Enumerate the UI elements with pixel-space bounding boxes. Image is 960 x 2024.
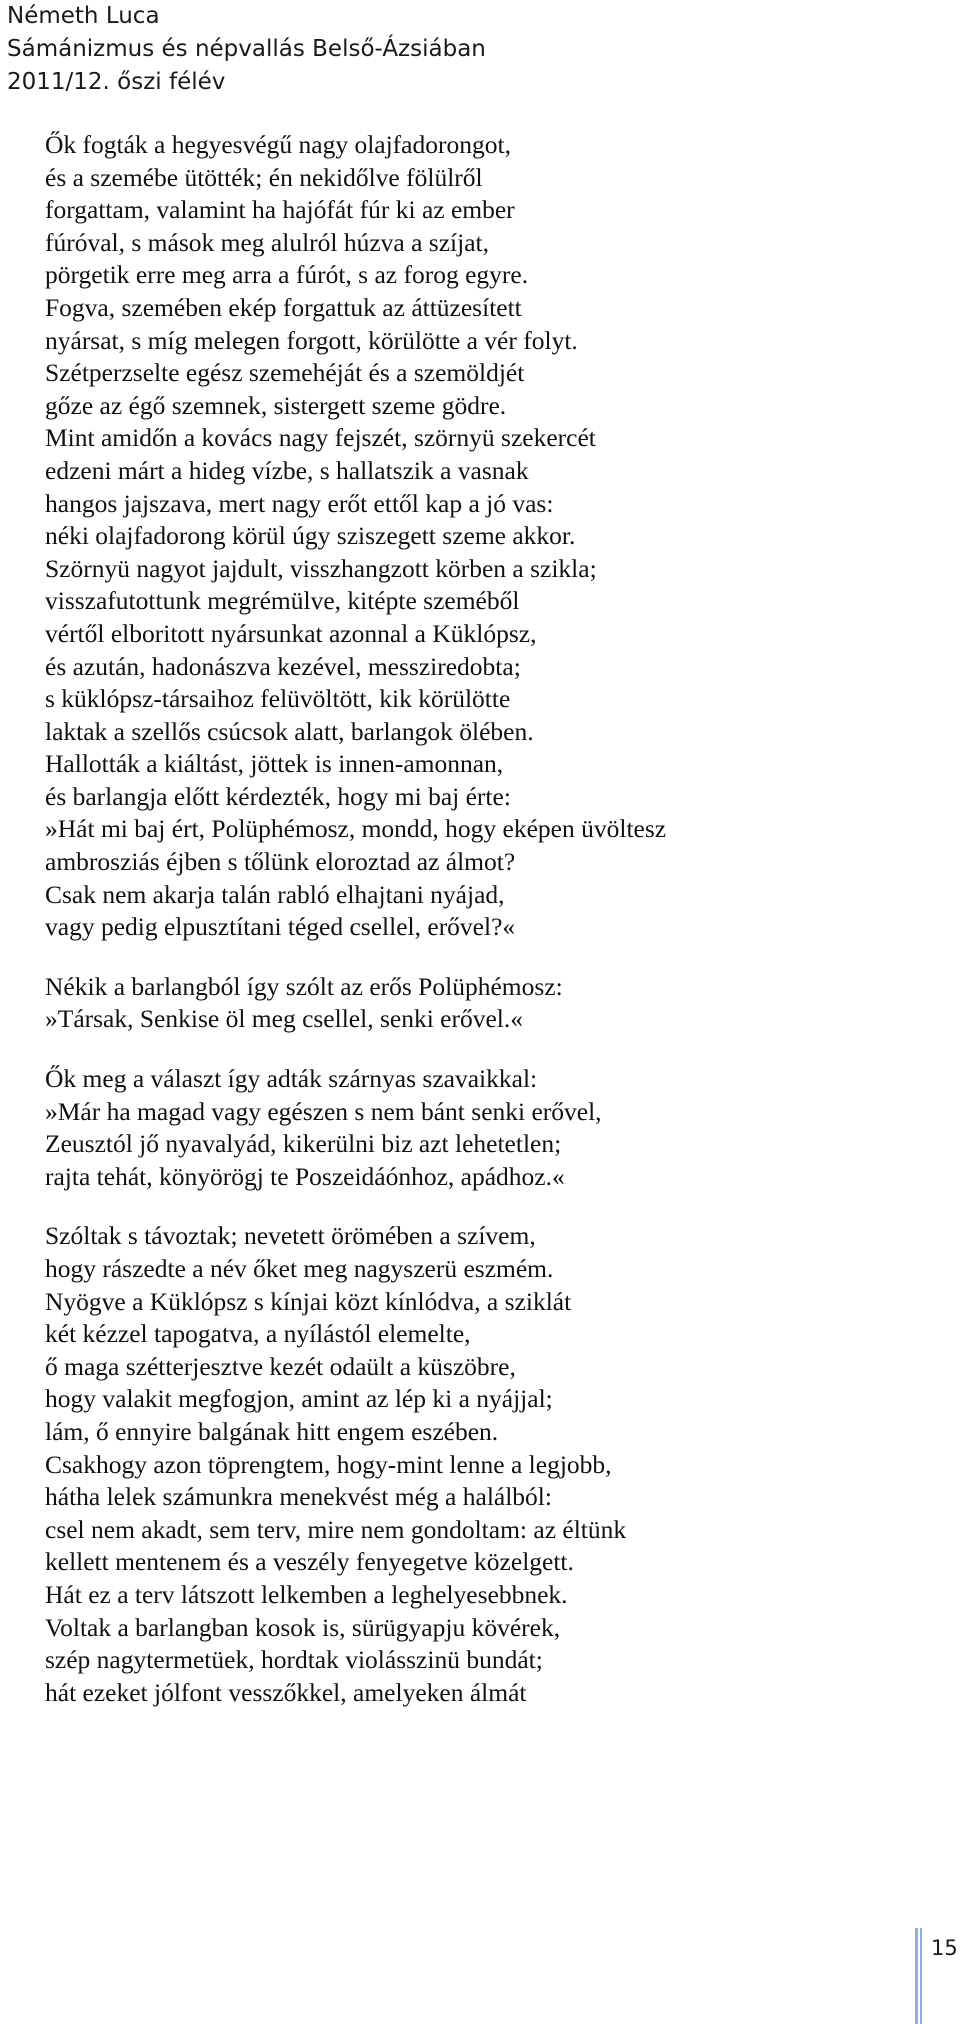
poem-line: hát ezeket jólfont vesszőkkel, amelyeken álmát (45, 1677, 527, 1707)
stanza-break (45, 944, 925, 971)
poem-line: »Már ha magad vagy egészen s nem bánt senki erővel, (45, 1096, 602, 1126)
poem-line: laktak a szellős csúcsok alatt, barlangok ölében. (45, 716, 534, 746)
poem-line: s küklópsz-társaihoz felüvöltött, kik körülötte (45, 684, 511, 714)
poem-line: hogy valakit megfogjon, amint az lép ki a nyájjal; (45, 1384, 553, 1414)
poem-line: Hát ez a terv látszott lelkemben a leghelyesebbnek. (45, 1579, 568, 1609)
poem-line: lám, ő ennyire balgának hitt engem eszében. (45, 1416, 499, 1446)
poem-line: Szörnyü nagyot jajdult, visszhangzott körben a szikla; (45, 553, 597, 583)
poem-line: Mint amidőn a kovács nagy fejszét, szörnyü szekercét (45, 423, 596, 453)
poem-line: gőze az égő szemnek, sistergett szeme gödre. (45, 390, 507, 420)
poem-line: két kézzel tapogatva, a nyílástól elemelte, (45, 1319, 471, 1349)
poem-line: pörgetik erre meg arra a fúrót, s az forog egyre. (45, 260, 529, 290)
poem-line: vértől elboritott nyársunkat azonnal a Küklópsz, (45, 618, 537, 648)
poem-line: szép nagytermetüek, hordtak violásszinü bundát; (45, 1645, 543, 1675)
poem-line: és barlangja előtt kérdezték, hogy mi baj érte: (45, 781, 511, 811)
poem-line: Csak nem akarja talán rabló elhajtani nyájad, (45, 879, 505, 909)
poem-line: rajta tehát, könyörögj te Poszeidáónhoz, apádhoz.« (45, 1161, 565, 1191)
poem-line: Szóltak s távoztak; nevetett örömében a szívem, (45, 1221, 536, 1251)
stanza (45, 971, 925, 1036)
poem-line: Nékik a barlangból így szólt az erős Polüphémosz: (45, 971, 563, 1001)
poem-line: edzeni márt a hideg vízbe, s hallatszik a vasnak (45, 455, 529, 485)
stanza (45, 129, 925, 944)
poem-line: hátha lelek számunkra menekvést még a halálból: (45, 1482, 552, 1512)
poem-line: Szétperzselte egész szemehéját és a szemöldjét (45, 358, 525, 388)
poem-line: »Társak, Senkise öl meg csellel, senki erővel.« (45, 1004, 523, 1034)
poem-body (45, 129, 925, 1709)
poem-line: csel nem akadt, sem terv, mire nem gondoltam: az éltünk (45, 1514, 627, 1544)
page-number: 15 (931, 1936, 958, 1960)
course-title: Sámánizmus és népvallás Belső-Ázsiában (7, 36, 486, 62)
poem-line: kellett mentenem és a veszély fenyegetve közelgett. (45, 1547, 574, 1577)
poem-line: Ők fogták a hegyesvégű nagy olajfadorongot, (45, 130, 511, 159)
footer-rule (915, 1928, 918, 2024)
poem-line: Hallották a kiáltást, jöttek is innen-amonnan, (45, 749, 504, 779)
author-name: Németh Luca (7, 3, 160, 29)
poem-line: Voltak a barlangban kosok is, sürügyapju kövérek, (45, 1612, 561, 1642)
poem-line: fúróval, s mások meg alulról húzva a szíjat, (45, 227, 489, 257)
poem-line: forgattam, valamint ha hajófát fúr ki az ember (45, 195, 515, 225)
poem-line: hogy rászedte a név őket meg nagyszerü eszmém. (45, 1254, 554, 1283)
poem-line: visszafutottunk megrémülve, kitépte szeméből (45, 586, 520, 616)
poem-line: ambrosziás éjben s tőlünk eloroztad az álmot? (45, 847, 516, 877)
poem-line: vagy pedig elpusztítani téged csellel, erővel?« (45, 912, 516, 942)
stanza-break (45, 1036, 925, 1063)
poem-line: Csakhogy azon töprengtem, hogy-mint lenne a legjobb, (45, 1449, 612, 1479)
poem-line: néki olajfadorong körül úgy sziszegett szeme akkor. (45, 521, 576, 551)
poem-line: és azután, hadonászva kezével, messziredobta; (45, 651, 521, 681)
poem-line: Nyögve a Küklópsz s kínjai közt kínlódva, a sziklát (45, 1286, 572, 1316)
poem-line: hangos jajszava, mert nagy erőt ettől kap a jó vas: (45, 488, 554, 518)
poem-line: nyársat, s míg melegen forgott, körülötte a vér folyt. (45, 325, 578, 355)
poem-line: ő maga szétterjesztve kezét odaült a küszöbre, (45, 1351, 516, 1381)
footer-rule-thin (920, 1928, 922, 2024)
poem-line: »Hát mi baj ért, Polüphémosz, mondd, hogy eképen üvöltesz (45, 814, 667, 844)
stanza (45, 1063, 925, 1193)
poem-line: Fogva, szemében ekép forgattuk az áttüzesített (45, 292, 522, 322)
page-footer (915, 1928, 960, 2024)
poem-line: és a szemébe ütötték; én nekidőlve fölülről (45, 162, 483, 192)
semester-label: 2011/12. őszi félév (7, 69, 226, 95)
stanza (45, 1220, 925, 1709)
document-header (7, 0, 486, 99)
poem-line: Ők meg a választ így adták szárnyas szavaikkal: (45, 1064, 538, 1094)
poem-line: Zeusztól jő nyavalyád, kikerülni biz azt lehetetlen; (45, 1129, 562, 1159)
stanza-break (45, 1193, 925, 1220)
